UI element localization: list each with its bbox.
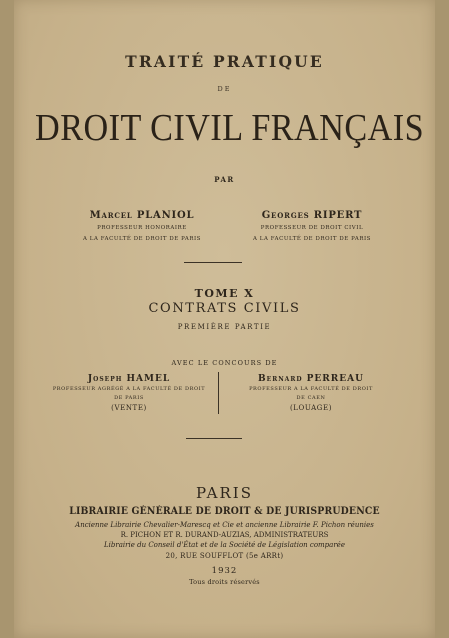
publisher-administrators: R. PICHON ET R. DURAND-AUZIAS, ADMINISTRATEURS [120,531,329,539]
publisher-history: Ancienne Librairie Chevalier-Marescq et Cie et ancienne Librairie F. Pichon réunies [75,521,374,529]
contributor-name: Joseph HAMEL [87,374,171,384]
author-role: A LA FACULTÉ DE DROIT DE PARIS [252,236,372,242]
author-ripert [232,210,392,243]
contributor-hamel [40,374,218,412]
author-name: Marcel PLANIOL [89,210,195,221]
divider [186,438,242,439]
title-line-2: DE [217,85,232,93]
main-title: DROIT CIVIL FRANÇAIS [35,107,425,149]
title-line-1: TRAITÉ PRATIQUE [125,52,324,71]
author-role: PROFESSEUR HONORAIRE [97,225,187,231]
title-page [14,0,435,638]
author-role: PROFESSEUR DE DROIT CIVIL [260,225,364,231]
author-planiol [62,210,222,243]
publisher-address: 20, RUE SOUFFLOT (5e ARRt) [165,552,284,560]
tome-label: TOME X [194,287,255,300]
vertical-divider [218,372,219,414]
contributor-role: DE PARIS [114,395,144,401]
publisher-city: PARIS [195,484,254,502]
par-label: PAR [214,175,235,184]
author-role: A LA FACULTÉ DE DROIT DE PARIS [82,236,202,242]
contributor-name: Bernard PERREAU [258,374,364,384]
publisher-affiliation: Librairie du Conseil d'État et de la Société de Législation comparée [104,541,345,549]
contributor-role: DE CAEN [296,395,326,401]
author-name: Georges RIPERT [261,210,363,221]
contributor-tag: (LOUAGE) [289,404,333,412]
divider [184,262,242,263]
rights-notice: Tous droits réservés [189,578,260,586]
publisher-name: LIBRAIRIE GÉNÉRALE DE DROIT & DE JURISPRUDENCE [69,506,380,517]
contributor-role: PROFESSEUR AGRÉGÉ A LA FACULTÉ DE DROIT [52,386,206,392]
publication-year: 1932 [211,566,238,576]
volume-part: PREMIÈRE PARTIE [177,323,272,331]
volume-subject: CONTRATS CIVILS [148,301,301,316]
contributors-intro: AVEC LE CONCOURS DE [171,359,278,367]
contributor-role: PROFESSEUR A LA FACULTÉ DE DROIT [249,386,373,392]
contributor-tag: (VENTE) [111,404,147,412]
contributor-perreau [222,374,400,412]
